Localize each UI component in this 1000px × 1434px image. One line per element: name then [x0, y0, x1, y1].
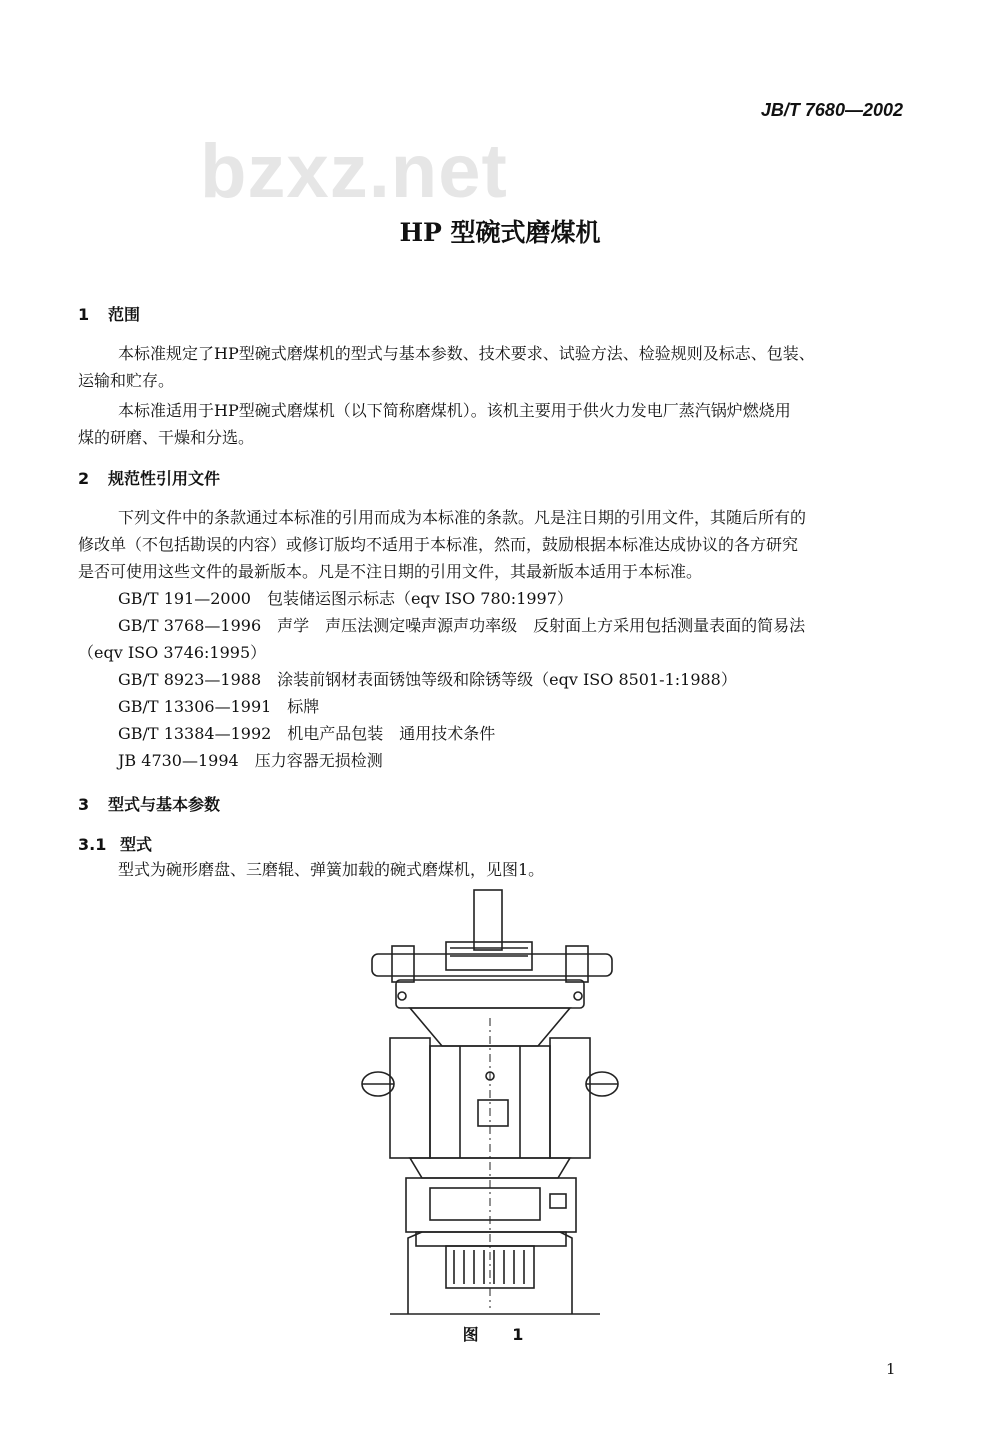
subsection-number: 3.1: [78, 835, 107, 854]
page-number: 1: [886, 1360, 896, 1378]
reference-item: GB/T 13306—1991 标牌: [118, 697, 320, 716]
classifier-cap: [396, 980, 584, 1008]
paragraph-line: 是否可使用这些文件的最新版本。凡是不注日期的引用文件，其最新版本适用于本标准。: [78, 562, 703, 581]
section-1-heading: [78, 302, 140, 325]
subsection-3-1-heading: [78, 832, 152, 855]
reference-item: GB/T 13384—1992 机电产品包装 通用技术条件: [118, 724, 496, 743]
reference-item-continued: （eqv ISO 3746:1995）: [78, 643, 267, 662]
figure-1-mill-drawing: [350, 888, 640, 1318]
section-title: 范围: [108, 305, 141, 324]
top-shaft: [474, 890, 502, 950]
body-right-panel: [550, 1038, 590, 1158]
paragraph-line: 本标准适用于HP型碗式磨煤机（以下简称磨煤机）。该机主要用于供火力发电厂蒸汽锅炉燃烧用: [118, 401, 791, 420]
paragraph-line: 型式为碗形磨盘、三磨辊、弹簧加载的碗式磨煤机，见图1。: [118, 860, 545, 879]
reference-item: JB 4730—1994 压力容器无损检测: [118, 751, 383, 770]
paragraph-line: 下列文件中的条款通过本标准的引用而成为本标准的条款。凡是注日期的引用文件，其随后所有的: [118, 508, 807, 527]
paragraph-line: 修改单（不包括勘误的内容）或修订版均不适用于本标准，然而，鼓励根据本标准达成协议的各方研究: [78, 535, 799, 554]
paragraph-line: 煤的研磨、干燥和分选。: [78, 428, 255, 447]
reference-item: GB/T 8923—1988 涂装前钢材表面锈蚀等级和除锈等级（eqv ISO 8501-1:1988）: [118, 670, 737, 689]
reference-item: GB/T 3768—1996 声学 声压法测定噪声源声功率级 反射面上方采用包括测量表面的简易法: [118, 616, 806, 635]
section-2-heading: [78, 466, 220, 489]
figure-caption: 图 1: [462, 1325, 538, 1344]
reference-item: GB/T 191—2000 包装储运图示标志（eqv ISO 780:1997）: [118, 589, 573, 608]
section-title: 规范性引用文件: [108, 469, 221, 488]
standard-number: JB/T 7680—2002: [760, 100, 903, 120]
base-ring: [416, 1232, 566, 1246]
inspection-door: [478, 1100, 508, 1126]
body-left-panel: [390, 1038, 430, 1158]
subsection-title: 型式: [120, 835, 153, 854]
paragraph-line: 本标准规定了HP型碗式磨煤机的型式与基本参数、技术要求、试验方法、检验规则及标志、包装、: [118, 344, 815, 363]
outlet-panel: [430, 1188, 540, 1220]
section-title: 型式与基本参数: [108, 795, 221, 814]
section-number: 1: [78, 305, 90, 324]
foundation-left: [408, 1232, 422, 1314]
watermark: bzxz.net: [200, 129, 508, 214]
section-3-heading: [78, 792, 220, 815]
section-number: 3: [78, 795, 90, 814]
section-number: 2: [78, 469, 90, 488]
document-title: HP 型碗式磨煤机: [399, 218, 601, 247]
paragraph-line: 运输和贮存。: [78, 371, 175, 390]
top-crossbar: [372, 954, 612, 976]
